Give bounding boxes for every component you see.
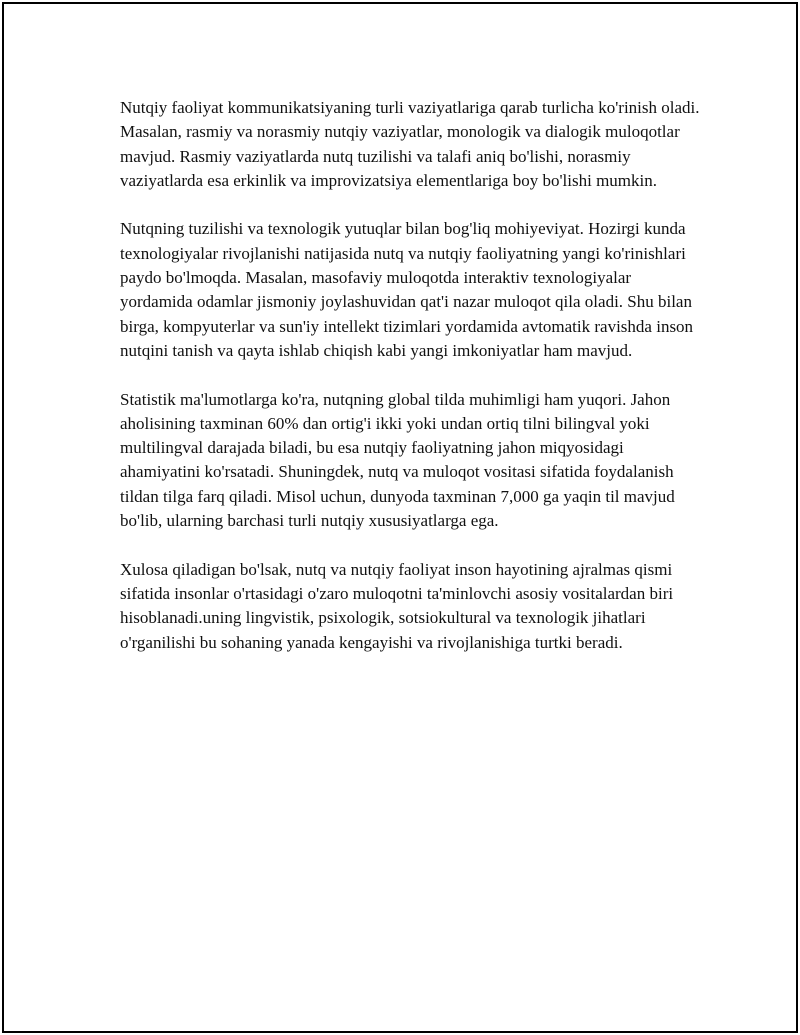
paragraph-4: Xulosa qiladigan bo'lsak, nutq va nutqiy faoliyat inson hayotining ajralmas qismi sifatida insonlar o'rtasidagi o'zaro muloqotni ta'minlovchi asosiy vositalardan biri hisoblanadi.uning lingvistik, psixologik, sotsiokultural va texnologik jihatlari o'rganilishi bu sohaning yanada kengayishi va rivojlanishiga turtki beradi. <box>120 559 674 652</box>
page-frame <box>2 2 798 1033</box>
paragraph-2: Nutqning tuzilishi va texnologik yutuqlar bilan bog'liq mohiyeviyat. Hozirgi kunda texnologiyalar rivojlanishi natijasida nutq va nutqiy faoliyatning yangi ko'rinishlari paydo bo'lmoqda. Masalan, masofaviy muloqotda interaktiv texnologiyalar yordamida odamlar jismoniy joylashuvidan qat'i nazar muloqot qila oladi. Shu bilan birga, kompyuterlar va sun'iy intellekt tizimlari yordamida avtomatik ravishda inson nutqini tanish va qayta ishlab chiqish kabi yangi imkoniyatlar ham mavjud. <box>120 219 694 360</box>
paragraph-1: Nutqiy faoliyat kommunikatsiyaning turli vaziyatlariga qarab turlicha ko'rinish oladi. Masalan, rasmiy va norasmiy nutqiy vaziyatlar, monologik va dialogik muloqotlar mavjud. Rasmiy vaziyatlarda nutq tuzilishi va talafi aniq bo'lishi, norasmiy vaziyatlarda esa erkinlik va improvizatsiya elementlariga boy bo'lishi mumkin. <box>120 98 700 190</box>
document-body <box>120 96 700 679</box>
paragraph-3: Statistik ma'lumotlarga ko'ra, nutqning global tilda muhimligi ham yuqori. Jahon aholisining taxminan 60% dan ortig'i ikki yoki undan ortiq tilni bilingval yoki multilingval darajada biladi, bu esa nutqiy faoliyatning jahon miqyosidagi ahamiyatini ko'rsatadi. Shuningdek, nutq va muloqot vositasi sifatida foydalanish tildan tilga farq qiladi. Misol uchun, dunyoda taxminan 7,000 ga yaqin til mavjud bo'lib, ularning barchasi turli nutqiy xususiyatlarga ega. <box>120 389 675 531</box>
